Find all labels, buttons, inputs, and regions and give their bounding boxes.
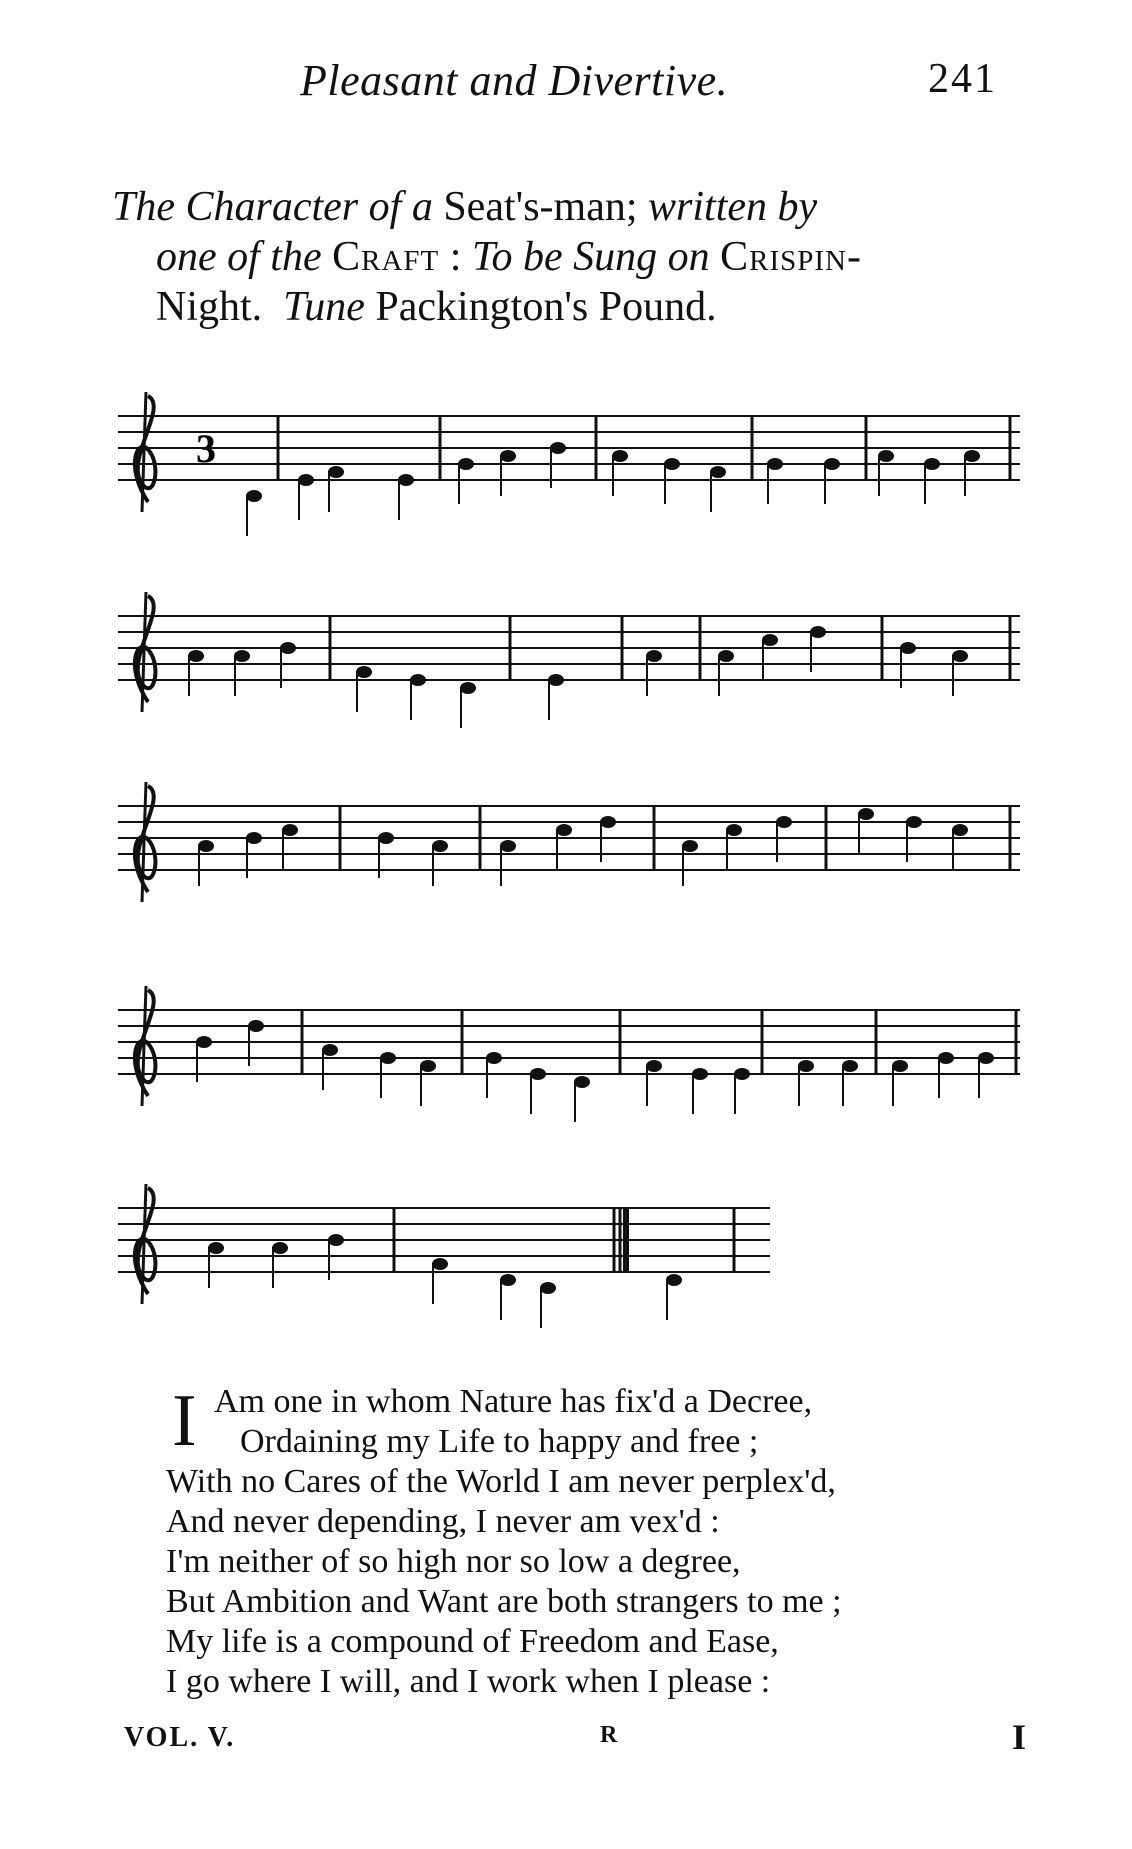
note-head [664,458,680,470]
note-head [798,1060,814,1072]
verse-line: My life is a compound of Freedom and Ease, [166,1623,779,1660]
note-head [924,458,940,470]
note-head [196,1036,212,1048]
note-head [878,450,894,462]
title-text: Seat's-man; [443,184,638,230]
note-head [550,442,566,454]
note-head [682,840,698,852]
note-head [710,466,726,478]
note-head [810,626,826,638]
note-head [188,650,204,662]
title-text: one of the [156,234,322,280]
title-text: Night. [156,284,263,330]
note-head [282,824,298,836]
note-head [666,1274,682,1286]
note-head [858,808,874,820]
title-text: : [449,234,462,280]
verse-line: I'm neither of so high nor so low a degree, [166,1543,741,1580]
verse-line: I go where I will, and I work when I please : [166,1663,771,1700]
note-head [208,1242,224,1254]
title-text: To be Sung on [471,234,710,280]
verse-line: And never depending, I never am vex'd : [166,1503,720,1540]
note-head [574,1076,590,1088]
note-head [458,458,474,470]
note-head [378,832,394,844]
note-head [762,634,778,646]
note-head [540,1282,556,1294]
verse-line: But Ambition and Want are both strangers to me ; [166,1583,842,1620]
note-head [380,1052,396,1064]
catchword: I [1012,1717,1027,1757]
drop-cap: I [172,1380,197,1462]
note-head [824,458,840,470]
note-head [356,666,372,678]
note-head [842,1060,858,1072]
title-text: written by [648,184,818,230]
note-head [246,490,262,502]
note-head [322,1044,338,1056]
note-head [248,1020,264,1032]
note-head [776,816,792,828]
signature-mark: R [600,1722,618,1748]
note-head [410,674,426,686]
note-head [646,650,662,662]
note-head [280,642,296,654]
note-head [938,1052,954,1064]
note-head [328,466,344,478]
note-head [486,1052,502,1064]
note-head [432,1258,448,1270]
note-head [964,450,980,462]
note-head [198,840,214,852]
note-head [726,824,742,836]
note-head [952,824,968,836]
note-head [460,682,476,694]
page-number: 241 [928,56,997,102]
note-head [398,474,414,486]
note-head [432,840,448,852]
note-head [892,1060,908,1072]
note-head [556,824,572,836]
note-head [612,450,628,462]
note-head [234,650,250,662]
title-text: Tune [283,284,365,330]
note-head [328,1234,344,1246]
note-head [500,1274,516,1286]
note-head [906,816,922,828]
verse-line: Ordaining my Life to happy and free ; [240,1423,759,1460]
note-head [692,1068,708,1080]
note-head [500,450,516,462]
running-title: Pleasant and Divertive. [300,56,729,105]
note-head [246,832,262,844]
verse-text: Am one in whom Nature has fix'd a Decree, [214,1383,813,1420]
note-head [548,674,564,686]
note-head [600,816,616,828]
title-text: Packington's Pound. [375,284,717,330]
note-head [734,1068,750,1080]
time-signature: 3 [196,426,216,471]
title-text: Craft [332,234,440,280]
note-head [420,1060,436,1072]
note-head [298,474,314,486]
note-head [952,650,968,662]
verse [166,1382,1046,1702]
page-footer [0,1717,1132,1772]
note-head [978,1052,994,1064]
title-text: Crispin- [720,234,862,280]
note-head [900,642,916,654]
note-head [646,1060,662,1072]
note-head [272,1242,288,1254]
note-head [767,458,783,470]
verse-line: With no Cares of the World I am never perplex'd, [166,1463,836,1500]
note-head [718,650,734,662]
volume-label: VOL. V. [124,1722,236,1753]
title-text: The Character of a [112,184,433,230]
note-head [530,1068,546,1080]
note-head [500,840,516,852]
